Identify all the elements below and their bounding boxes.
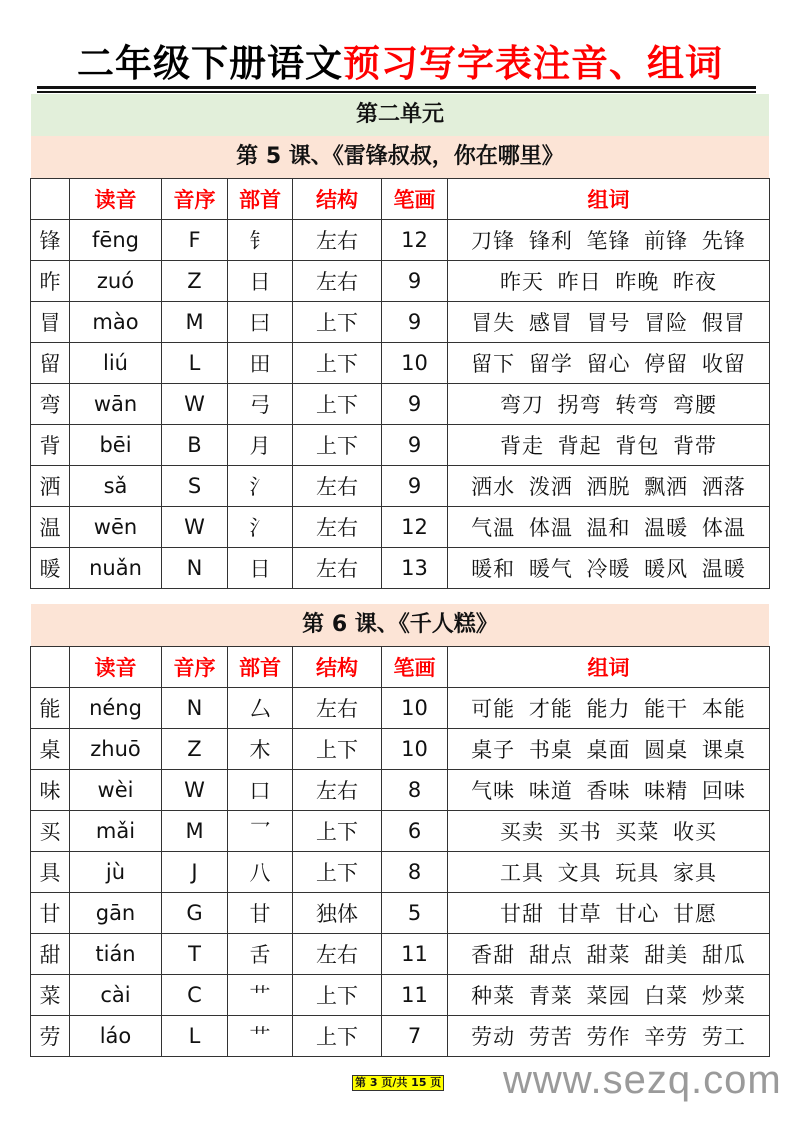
cell-radical: 氵 [228,466,293,507]
table-row [31,343,770,384]
cell-strokes: 12 [382,507,448,548]
cell-pinyin: nuǎn [70,548,162,589]
cell-structure: 上下 [293,729,382,770]
cell-words: 工具 文具 玩具 家具 [448,852,770,893]
cell-words: 昨天 昨日 昨晚 昨夜 [448,261,770,302]
cell-order: W [162,770,228,811]
cell-order: Z [162,729,228,770]
header-order: 音序 [162,179,228,220]
cell-pinyin: jù [70,852,162,893]
header-structure: 结构 [293,179,382,220]
cell-radical: 月 [228,425,293,466]
table-row [31,425,770,466]
cell-pinyin: zuó [70,261,162,302]
cell-order: N [162,548,228,589]
cell-order: N [162,688,228,729]
cell-radical: 曰 [228,302,293,343]
table-row [31,729,770,770]
table-row [31,548,770,589]
header-strokes: 笔画 [382,179,448,220]
table-header-row [31,647,770,688]
cell-strokes: 9 [382,466,448,507]
cell-order: S [162,466,228,507]
cell-order: M [162,811,228,852]
cell-strokes: 9 [382,425,448,466]
cell-structure: 左右 [293,934,382,975]
lesson-6-heading: 第 6 课、《千人糕》 [31,604,769,646]
title-underline-top [37,86,756,89]
cell-pinyin: mǎi [70,811,162,852]
cell-char: 留 [31,343,70,384]
cell-strokes: 8 [382,770,448,811]
table-row [31,770,770,811]
cell-char: 味 [31,770,70,811]
header-pinyin: 读音 [70,647,162,688]
cell-words: 可能 才能 能力 能干 本能 [448,688,770,729]
lesson-6-table [30,646,770,1057]
cell-words: 香甜 甜点 甜菜 甜美 甜瓜 [448,934,770,975]
cell-char: 昨 [31,261,70,302]
table-row [31,688,770,729]
cell-order: L [162,1016,228,1057]
table-row [31,811,770,852]
cell-strokes: 9 [382,261,448,302]
cell-structure: 上下 [293,852,382,893]
cell-order: T [162,934,228,975]
header-words: 组词 [448,179,770,220]
cell-structure: 左右 [293,466,382,507]
cell-structure: 上下 [293,975,382,1016]
cell-strokes: 6 [382,811,448,852]
cell-radical: 厶 [228,688,293,729]
cell-char: 甜 [31,934,70,975]
cell-order: W [162,384,228,425]
cell-structure: 上下 [293,1016,382,1057]
cell-structure: 上下 [293,384,382,425]
cell-strokes: 9 [382,384,448,425]
cell-words: 气温 体温 温和 温暖 体温 [448,507,770,548]
cell-pinyin: fēng [70,220,162,261]
cell-strokes: 10 [382,343,448,384]
cell-char: 背 [31,425,70,466]
header-radical: 部首 [228,647,293,688]
header-strokes: 笔画 [382,647,448,688]
cell-char: 冒 [31,302,70,343]
table-row [31,302,770,343]
cell-structure: 独体 [293,893,382,934]
cell-words: 冒失 感冒 冒号 冒险 假冒 [448,302,770,343]
cell-strokes: 8 [382,852,448,893]
header-words: 组词 [448,647,770,688]
page-title-subject: 预习写字表注音、组词 [343,42,723,85]
cell-char: 弯 [31,384,70,425]
title-underline-bottom [37,91,756,93]
cell-char: 洒 [31,466,70,507]
cell-radical: 艹 [228,975,293,1016]
table-row [31,261,770,302]
table-header-row [31,179,770,220]
cell-order: F [162,220,228,261]
cell-pinyin: gān [70,893,162,934]
cell-radical: 日 [228,548,293,589]
cell-order: W [162,507,228,548]
cell-char: 买 [31,811,70,852]
cell-char: 具 [31,852,70,893]
lesson-5-heading: 第 5 课、《雷锋叔叔，你在哪里》 [31,136,769,178]
cell-structure: 左右 [293,548,382,589]
cell-strokes: 12 [382,220,448,261]
cell-pinyin: wēn [70,507,162,548]
cell-words: 暖和 暖气 冷暖 暖风 温暖 [448,548,770,589]
cell-words: 弯刀 拐弯 转弯 弯腰 [448,384,770,425]
cell-structure: 左右 [293,507,382,548]
table-row [31,893,770,934]
cell-words: 桌子 书桌 桌面 圆桌 课桌 [448,729,770,770]
cell-radical: 甘 [228,893,293,934]
page-title-grade: 二年级下册语文 [77,42,343,85]
table-row [31,852,770,893]
cell-strokes: 11 [382,934,448,975]
cell-strokes: 11 [382,975,448,1016]
cell-order: Z [162,261,228,302]
table-row [31,507,770,548]
cell-char: 暖 [31,548,70,589]
cell-pinyin: mào [70,302,162,343]
cell-pinyin: tián [70,934,162,975]
table-row [31,220,770,261]
header-order: 音序 [162,647,228,688]
cell-char: 甘 [31,893,70,934]
cell-words: 背走 背起 背包 背带 [448,425,770,466]
cell-pinyin: cài [70,975,162,1016]
cell-pinyin: liú [70,343,162,384]
cell-strokes: 10 [382,729,448,770]
cell-structure: 上下 [293,343,382,384]
cell-strokes: 5 [382,893,448,934]
table-row [31,975,770,1016]
cell-words: 劳动 劳苦 劳作 辛劳 劳工 [448,1016,770,1057]
cell-radical: 弓 [228,384,293,425]
cell-order: B [162,425,228,466]
cell-order: G [162,893,228,934]
header-radical: 部首 [228,179,293,220]
cell-radical: 木 [228,729,293,770]
cell-order: M [162,302,228,343]
cell-pinyin: wān [70,384,162,425]
cell-radical: 日 [228,261,293,302]
cell-structure: 左右 [293,770,382,811]
cell-radical: 舌 [228,934,293,975]
cell-words: 洒水 泼洒 洒脱 飘洒 洒落 [448,466,770,507]
cell-radical: 八 [228,852,293,893]
cell-words: 刀锋 锋利 笔锋 前锋 先锋 [448,220,770,261]
cell-words: 种菜 青菜 菜园 白菜 炒菜 [448,975,770,1016]
cell-structure: 左右 [293,261,382,302]
page-title [0,40,800,88]
cell-strokes: 9 [382,302,448,343]
table-row [31,1016,770,1057]
cell-radical: 艹 [228,1016,293,1057]
cell-char: 锋 [31,220,70,261]
cell-words: 留下 留学 留心 停留 收留 [448,343,770,384]
unit-heading: 第二单元 [31,94,769,136]
cell-char: 菜 [31,975,70,1016]
cell-structure: 左右 [293,688,382,729]
table-row [31,384,770,425]
cell-char: 温 [31,507,70,548]
watermark: www.sezq.com [503,1058,782,1102]
cell-structure: 上下 [293,425,382,466]
cell-strokes: 13 [382,548,448,589]
header-structure: 结构 [293,647,382,688]
page-indicator: 第 3 页/共 15 页 [352,1075,444,1091]
cell-pinyin: sǎ [70,466,162,507]
table-row [31,934,770,975]
cell-structure: 上下 [293,302,382,343]
cell-pinyin: zhuō [70,729,162,770]
cell-words: 气味 味道 香味 味精 回味 [448,770,770,811]
cell-radical: 氵 [228,507,293,548]
cell-order: C [162,975,228,1016]
lesson-5-table [30,178,770,589]
cell-strokes: 10 [382,688,448,729]
cell-radical: 田 [228,343,293,384]
table-row [31,466,770,507]
cell-words: 买卖 买书 买菜 收买 [448,811,770,852]
cell-char: 能 [31,688,70,729]
header-blank [31,179,70,220]
cell-pinyin: néng [70,688,162,729]
cell-char: 桌 [31,729,70,770]
header-blank [31,647,70,688]
cell-pinyin: wèi [70,770,162,811]
cell-radical: 乛 [228,811,293,852]
cell-strokes: 7 [382,1016,448,1057]
cell-pinyin: bēi [70,425,162,466]
cell-order: J [162,852,228,893]
cell-char: 劳 [31,1016,70,1057]
cell-pinyin: láo [70,1016,162,1057]
header-pinyin: 读音 [70,179,162,220]
cell-structure: 左右 [293,220,382,261]
cell-words: 甘甜 甘草 甘心 甘愿 [448,893,770,934]
cell-radical: 钅 [228,220,293,261]
cell-order: L [162,343,228,384]
cell-structure: 上下 [293,811,382,852]
cell-radical: 口 [228,770,293,811]
